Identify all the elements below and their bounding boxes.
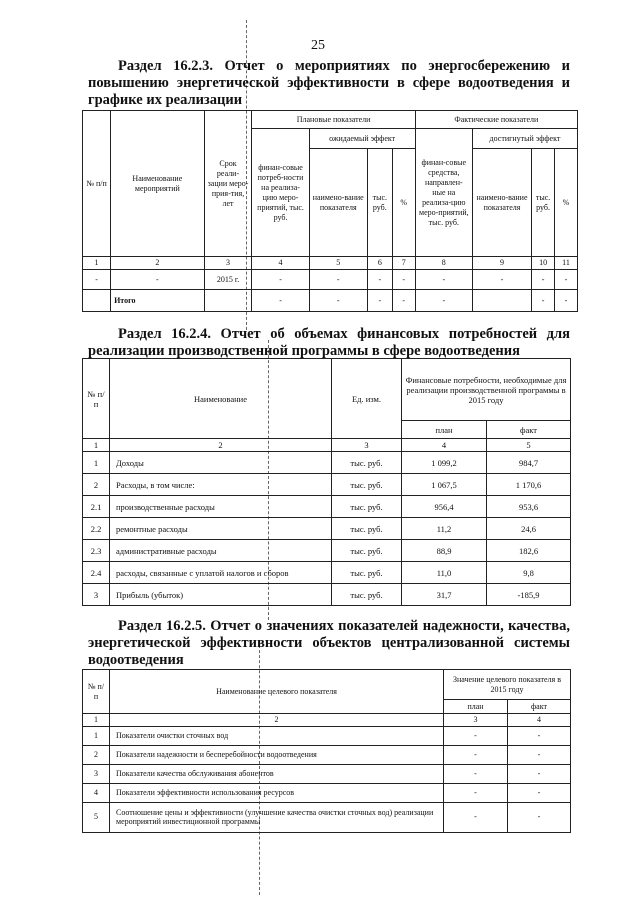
header-fact-group: Фактические показатели [415,111,577,129]
row-plan: - [444,802,508,832]
row-num: 5 [83,802,110,832]
row-name: Соотношение цены и эффективности (улучшение качества очистки сточных вод) реализации мероприятий инвестиционной программы [110,802,444,832]
row-name: Доходы [110,452,332,474]
row-name: Показатели надежности и бесперебойности водоотведения [110,745,444,764]
row-fact: - [508,764,571,783]
colnum: 9 [472,257,531,270]
colnum: 3 [204,257,252,270]
row-plan: 31,7 [402,584,487,606]
row-fact: 984,7 [487,452,571,474]
row-name: Показатели качества обслуживания абонентов [110,764,444,783]
row-unit: тыс. руб. [332,452,402,474]
cell [472,290,531,312]
row-fact: - [508,802,571,832]
colnum: 4 [508,714,571,727]
column-number-row [83,714,571,727]
table-row [83,562,571,584]
table-row [83,802,571,832]
row-fact: 953,6 [487,496,571,518]
header-plan-group: Плановые показатели [252,111,415,129]
row-num: 2.2 [83,518,110,540]
page-number: 25 [311,38,325,53]
header-unit: Ед. изм. [332,359,402,439]
row-plan: 11,0 [402,562,487,584]
row-fact: - [508,745,571,764]
header-eff-thous: тыс. руб. [367,149,392,257]
header-plan-fin: финан-совые потреб-ности на реализа-цию меро-приятий, тыс. руб. [252,129,309,257]
cell: - [309,290,367,312]
header-name: Наименование целевого показателя [110,670,444,714]
row-unit: тыс. руб. [332,496,402,518]
row-unit: тыс. руб. [332,584,402,606]
row-fact: 24,6 [487,518,571,540]
table-row [83,726,571,745]
row-plan: - [444,745,508,764]
row-num: 3 [83,764,110,783]
colnum: 7 [392,257,415,270]
row-name: ремонтные расходы [110,518,332,540]
colnum: 6 [367,257,392,270]
cell: - [111,270,205,290]
total-row [83,290,578,312]
cell: - [83,270,111,290]
header-expected-effect: ожидаемый эффект [309,129,415,149]
colnum: 4 [252,257,309,270]
financial-needs-table [82,358,571,606]
row-plan: 88,9 [402,540,487,562]
colnum: 10 [532,257,555,270]
row-num: 2 [83,474,110,496]
cell: - [415,290,472,312]
row-fact: 1 170,6 [487,474,571,496]
colnum: 2 [110,439,332,452]
row-num: 2.1 [83,496,110,518]
row-num: 2 [83,745,110,764]
row-name: производственные расходы [110,496,332,518]
row-num: 2.3 [83,540,110,562]
colnum: 5 [487,439,571,452]
table-row [83,474,571,496]
row-fact: - [508,726,571,745]
row-num: 1 [83,726,110,745]
target-indicators-table [82,669,571,833]
header-value: Значение целевого показателя в 2015 году [444,670,571,700]
row-unit: тыс. руб. [332,518,402,540]
header-name: Наименование мероприятий [111,111,205,257]
cell: - [252,290,309,312]
row-num: 4 [83,783,110,802]
row-unit: тыс. руб. [332,562,402,584]
row-name: расходы, связанные с уплатой налогов и сборов [110,562,332,584]
header-ach-thous: тыс. руб. [532,149,555,257]
table-row [83,745,571,764]
table-row [83,452,571,474]
row-name: Расходы, в том числе: [110,474,332,496]
row-plan: - [444,726,508,745]
header-ach-pct: % [555,149,578,257]
cell: - [555,270,578,290]
colnum: 8 [415,257,472,270]
row-name: Показатели очистки сточных вод [110,726,444,745]
header-plan: план [402,421,487,439]
header-eff-pct: % [392,149,415,257]
header-ach-name: наимено-вание показателя [472,149,531,257]
total-label: Итого [111,290,205,312]
row-name: Показатели эффективности использования ресурсов [110,783,444,802]
cell: - [367,290,392,312]
table-row [83,764,571,783]
colnum: 4 [402,439,487,452]
colnum: 2 [110,714,444,727]
colnum: 5 [309,257,367,270]
table-row [83,783,571,802]
colnum: 1 [83,714,110,727]
row-num: 1 [83,452,110,474]
row-plan: 11,2 [402,518,487,540]
cell: 2015 г. [204,270,252,290]
colnum: 3 [332,439,402,452]
header-num: № п/п [83,359,110,439]
cell: - [309,270,367,290]
row-fact: -185,9 [487,584,571,606]
header-fact: факт [508,700,571,714]
row-num: 2.4 [83,562,110,584]
header-eff-name: наимено-вание показателя [309,149,367,257]
header-plan: план [444,700,508,714]
row-plan: 1 099,2 [402,452,487,474]
cell [83,290,111,312]
row-plan: 1 067,5 [402,474,487,496]
events-report-table [82,110,578,312]
table-row [83,540,571,562]
header-fin-needs: Финансовые потребности, необходимые для реализации производственной программы в 2015 году [402,359,571,421]
header-name: Наименование [110,359,332,439]
colnum: 1 [83,439,110,452]
row-name: административные расходы [110,540,332,562]
cell: - [532,270,555,290]
row-unit: тыс. руб. [332,474,402,496]
colnum: 11 [555,257,578,270]
row-fact: 182,6 [487,540,571,562]
header-num: № п/п [83,670,110,714]
section-16-2-3-heading: Раздел 16.2.3. Отчет о мероприятиях по энергосбережению и повышению энергетической эффективности в сфере водоотведения и графике их реализации [88,58,570,108]
table-row [83,518,571,540]
row-name: Прибыль (убыток) [110,584,332,606]
colnum: 3 [444,714,508,727]
row-fact: 9,8 [487,562,571,584]
section-16-2-4-heading: Раздел 16.2.4. Отчет об объемах финансовых потребностей для реализации производственной программы в сфере водоотведения [88,326,570,359]
table-row [83,496,571,518]
cell: - [392,270,415,290]
header-achieved-effect: достигнутый эффект [472,129,577,149]
column-number-row [83,257,578,270]
row-plan: 956,4 [402,496,487,518]
row-fact: - [508,783,571,802]
row-plan: - [444,783,508,802]
header-fact: факт [487,421,571,439]
cell: - [555,290,578,312]
table-row [83,584,571,606]
cell: - [252,270,309,290]
table-row [83,270,578,290]
section-16-2-5-heading: Раздел 16.2.5. Отчет о значениях показателей надежности, качества, энергетической эффективности объектов централизованной системы водоотведения [88,618,570,668]
cell: - [415,270,472,290]
cell: - [532,290,555,312]
header-num: № п/п [83,111,111,257]
header-fact-fin: финан-совые средства, направлен-ные на реализа-цию меро-приятий, тыс. руб. [415,129,472,257]
cell [204,290,252,312]
column-number-row [83,439,571,452]
row-num: 3 [83,584,110,606]
cell: - [392,290,415,312]
colnum: 2 [111,257,205,270]
colnum: 1 [83,257,111,270]
header-term: Срок реали-зации меро-прия-тия, лет [204,111,252,257]
cell: - [472,270,531,290]
row-unit: тыс. руб. [332,540,402,562]
row-plan: - [444,764,508,783]
cell: - [367,270,392,290]
